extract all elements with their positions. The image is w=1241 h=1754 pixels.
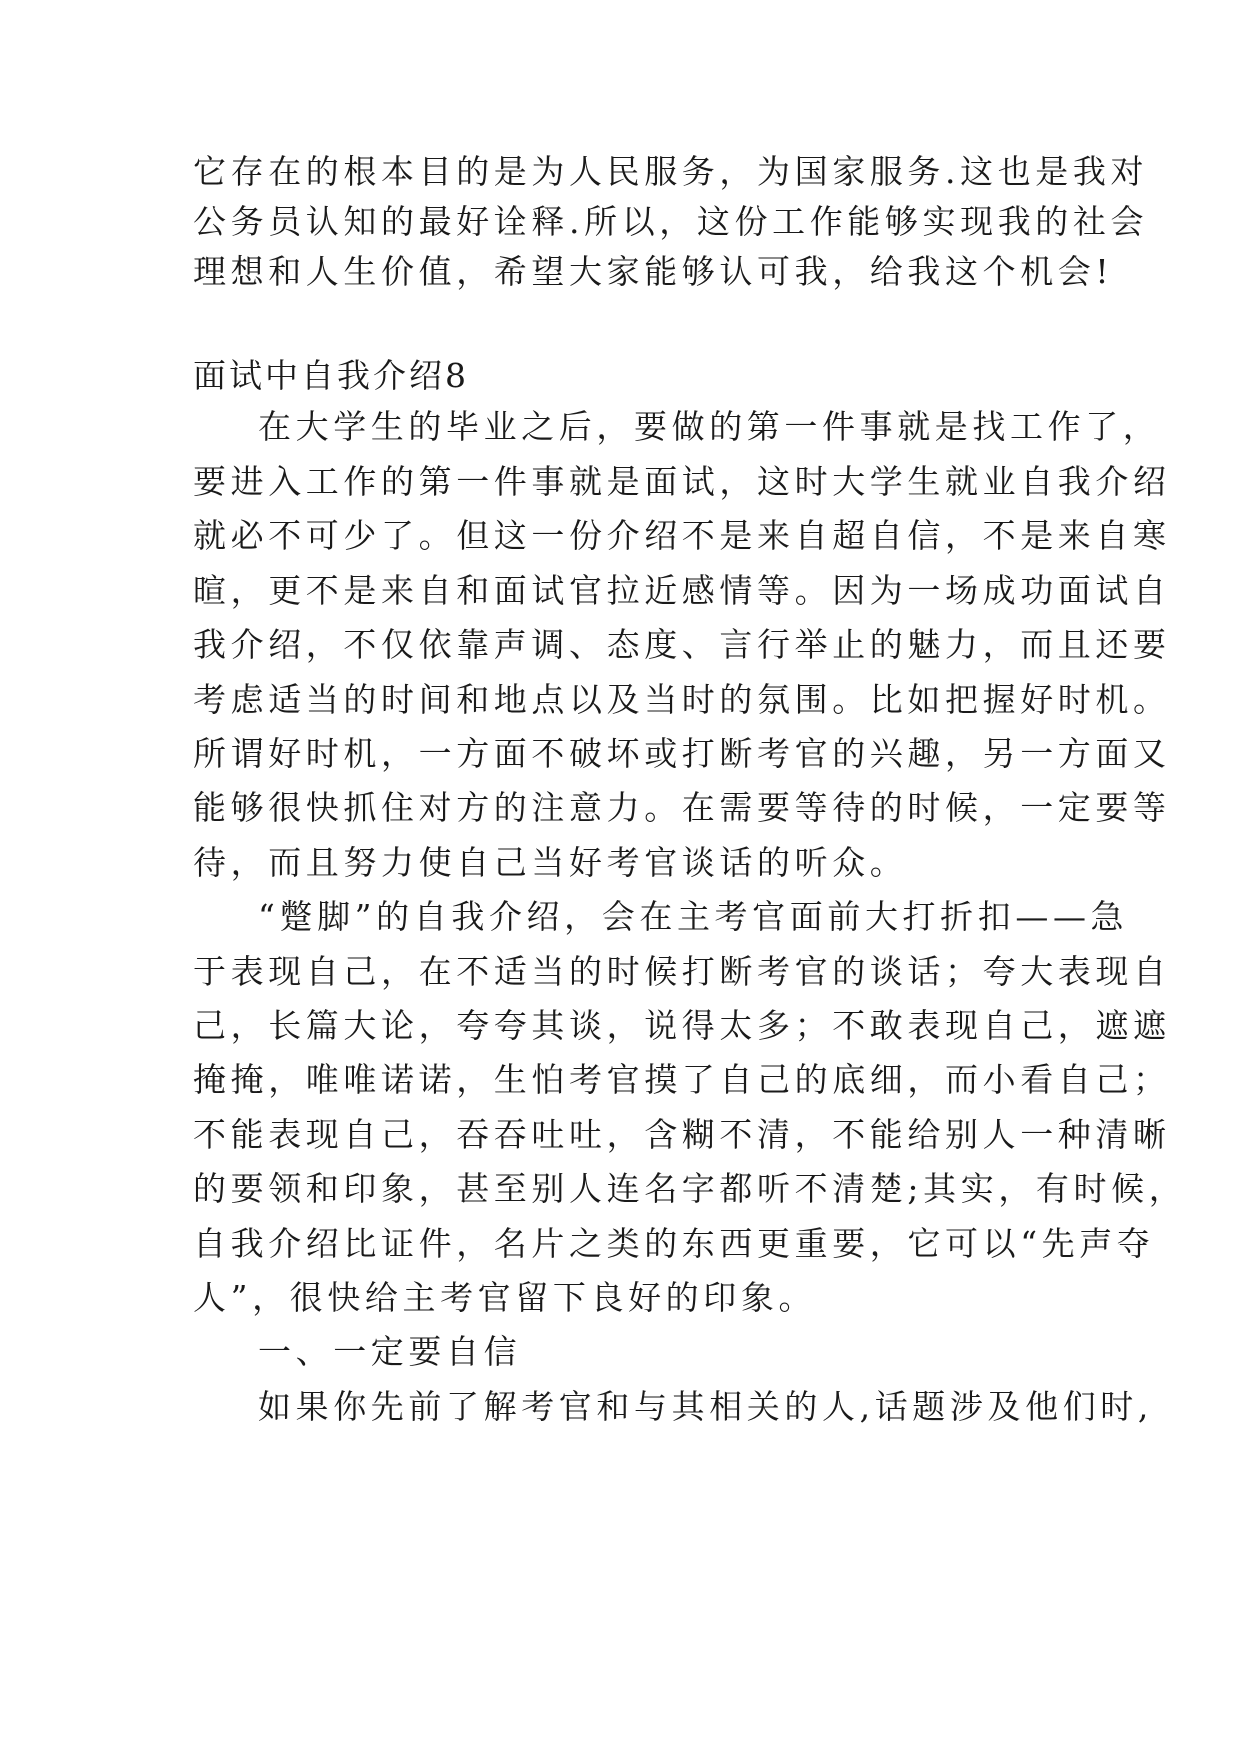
- subheading: 一、一定要自信: [258, 1332, 522, 1371]
- para2-line-7: 自我介绍比证件，名片之类的东西更重要，它可以“先声夺: [193, 1224, 1155, 1263]
- intro-line-1: 它存在的根本目的是为人民服务，为国家服务.这也是我对: [193, 152, 1149, 191]
- para3-line-1: 如果你先前了解考官和与其相关的人,话题涉及他们时,: [258, 1387, 1153, 1426]
- para2-line-4: 掩掩，唯唯诺诺，生怕考官摸了自己的底细，而小看自己；: [193, 1060, 1171, 1099]
- para1-line-3: 就必不可少了。但这一份介绍不是来自超自信，不是来自寒: [193, 516, 1171, 555]
- para2-line-5: 不能表现自己，吞吞吐吐，含糊不清，不能给别人一种清晰: [193, 1115, 1171, 1154]
- para2-line-8: 人”，很快给主考官留下良好的印象。: [193, 1278, 817, 1317]
- para1-line-8: 能够很快抓住对方的注意力。在需要等待的时候，一定要等: [193, 788, 1171, 827]
- para1-line-6: 考虑适当的时间和地点以及当时的氛围。比如把握好时机。: [193, 680, 1171, 719]
- para1-line-9: 待，而且努力使自己当好考官谈话的听众。: [193, 843, 908, 882]
- intro-line-2: 公务员认知的最好诠释.所以，这份工作能够实现我的社会: [193, 202, 1149, 241]
- para2-line-2: 于表现自己，在不适当的时候打断考官的谈话；夸大表现自: [193, 952, 1171, 991]
- para1-line-5: 我介绍，不仅依靠声调、态度、言行举止的魅力，而且还要: [193, 625, 1171, 664]
- para1-line-7: 所谓好时机，一方面不破坏或打断考官的兴趣，另一方面又: [193, 734, 1171, 773]
- para2-line-6: 的要领和印象，甚至别人连名字都听不清楚;其实，有时候，: [193, 1169, 1187, 1208]
- para1-line-2: 要进入工作的第一件事就是面试，这时大学生就业自我介绍: [193, 462, 1171, 501]
- para2-line-1: “蹩脚”的自我介绍，会在主考官面前大打折扣——急: [258, 897, 1129, 936]
- para2-line-3: 己，长篇大论，夸夸其谈，说得太多；不敢表现自己，遮遮: [193, 1006, 1171, 1045]
- para1-line-1: 在大学生的毕业之后，要做的第一件事就是找工作了，: [258, 407, 1161, 446]
- section-title: 面试中自我介绍8: [193, 356, 469, 395]
- intro-line-3: 理想和人生价值，希望大家能够认可我，给我这个机会!: [193, 252, 1114, 291]
- para1-line-4: 暄，更不是来自和面试官拉近感情等。因为一场成功面试自: [193, 571, 1171, 610]
